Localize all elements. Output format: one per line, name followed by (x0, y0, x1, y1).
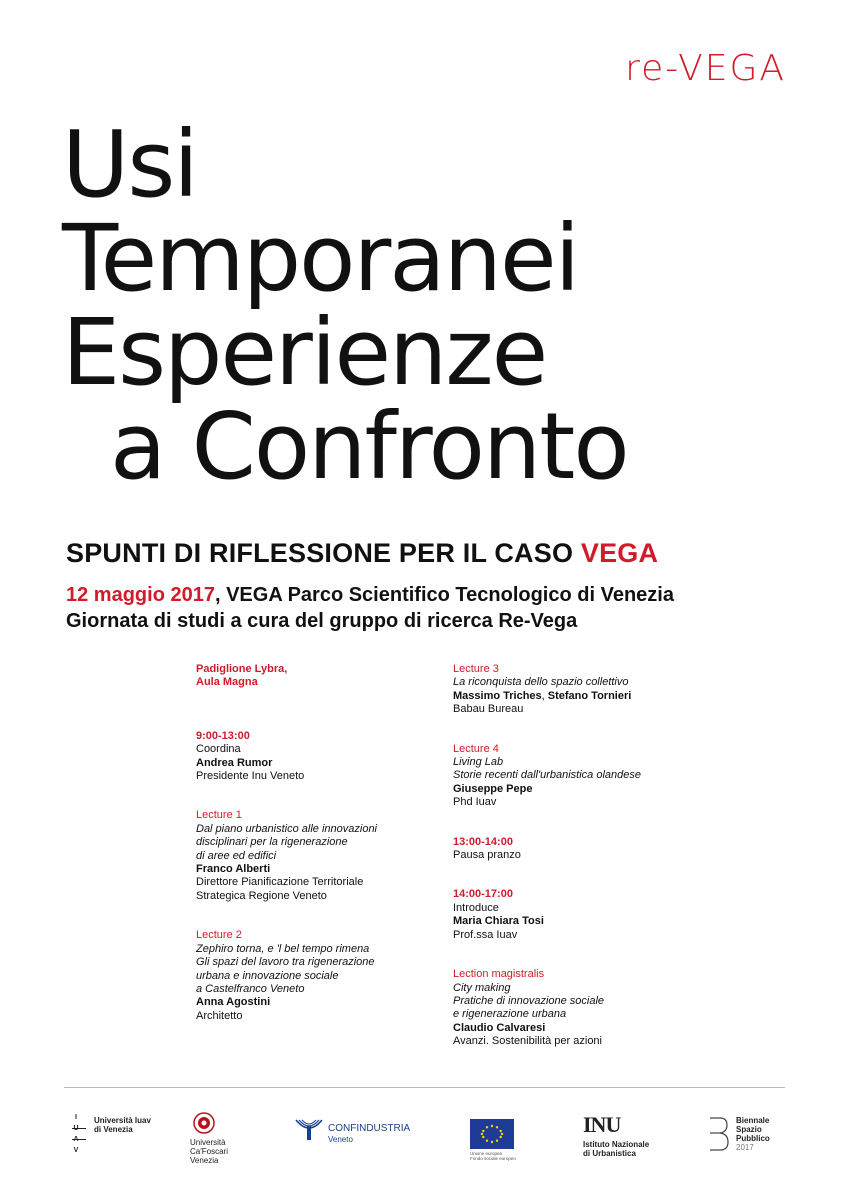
program-column-left (196, 663, 426, 1049)
title-line-4: a Confronto (110, 393, 628, 500)
eu-flag-icon (470, 1119, 514, 1149)
afternoon-name: Maria Chiara Tosi (453, 915, 544, 928)
subtitle-text: SPUNTI DI RIFLESSIONE PER IL CASO (66, 538, 581, 568)
morning-name: Andrea Rumor (196, 756, 273, 769)
lecture3-names (453, 690, 693, 703)
iuav-line-2: di Venezia (94, 1125, 133, 1134)
afternoon-role: Introduce (453, 901, 499, 914)
lecture2-title-4: a Castelfranco Veneto (196, 982, 305, 995)
lecture2-title-2: Gli spazi del lavoro tra rigenerazione (196, 956, 375, 969)
biennale-line-1: Biennale (736, 1116, 770, 1125)
re-vega-logo: re-VEGA (625, 48, 786, 89)
lecture2-label: Lecture 2 (196, 929, 242, 942)
lecture2-affiliation: Architetto (196, 1009, 243, 1022)
iuav-logo (72, 1112, 162, 1168)
inu-line-1: Istituto Nazionale (583, 1140, 650, 1149)
dateline (66, 583, 674, 607)
cafoscari-line-1: Università (190, 1138, 226, 1147)
eu-line-2: Fondo sociale europeo (470, 1156, 516, 1161)
cafoscari-line-2: Ca'Foscari (190, 1147, 228, 1156)
morning-block (196, 730, 426, 784)
lecture1-name: Franco Alberti (196, 863, 271, 876)
lecture3-block (453, 663, 693, 717)
magistralis-name: Claudio Calvaresi (453, 1021, 546, 1034)
confindustria-logo (294, 1112, 424, 1168)
lecture1-title-3: di aree ed edifici (196, 849, 277, 862)
confindustria-eagle-icon (294, 1116, 324, 1142)
lecture4-name: Giuseppe Pepe (453, 782, 533, 795)
lecture2-title-1: Zephiro torna, e 'l bel tempo rimena (196, 942, 370, 955)
iuav-mark: I V (73, 1114, 79, 1154)
lecture3-sep: , (541, 689, 548, 702)
event-date: 12 maggio 2017 (66, 584, 215, 606)
lecture1-label: Lecture 1 (196, 809, 242, 822)
inu-mark: INU (583, 1112, 621, 1137)
lecture1-aff-2: Strategica Regione Veneto (196, 889, 327, 902)
afternoon-block (453, 888, 693, 942)
magistralis-affiliation: Avanzi. Sostenibilità per azioni (453, 1035, 602, 1048)
venue-block (196, 663, 426, 690)
cafoscari-logo (190, 1112, 250, 1168)
lecture2-name: Anna Agostini (196, 996, 271, 1009)
venue-line-1: Padiglione Lybra, (196, 663, 288, 675)
lecture3-name-2: Stefano Tornieri (547, 689, 632, 702)
lecture4-block (453, 743, 693, 810)
lecture4-label: Lecture 4 (453, 742, 499, 755)
venue-line-2: Aula Magna (196, 676, 258, 689)
organizer-line: Giornata di studi a cura del gruppo di ricerca Re-Vega (66, 610, 578, 632)
magistralis-title-3: e rigenerazione urbana (453, 1008, 567, 1021)
lecture1-title-2: disciplinari per la rigenerazione (196, 836, 348, 849)
confindustria-line-1: CONFINDUSTRIA (328, 1123, 411, 1134)
lecture4-title-2: Storie recenti dall'urbanistica olandese (453, 769, 641, 782)
lecture1-title-1: Dal piano urbanistico alle innovazioni (196, 822, 378, 835)
magistralis-label: Lection magistralis (453, 968, 545, 981)
lecture2-block (196, 929, 426, 1023)
biennale-line-2: Spazio (736, 1125, 762, 1134)
morning-role: Coordina (196, 743, 241, 756)
eu-flag-logo (470, 1112, 526, 1168)
magistralis-title-2: Pratiche di innovazione sociale (453, 994, 605, 1007)
lecture3-name-1: Massimo Triches (453, 689, 542, 702)
title-line-3: Esperienze (62, 299, 547, 406)
lecture3-title: La riconquista dello spazio collettivo (453, 676, 629, 689)
biennale-line-3: Pubblico (736, 1134, 770, 1143)
lecture4-title-1: Living Lab (453, 756, 504, 769)
morning-time: 9:00-13:00 (196, 729, 250, 742)
subtitle (66, 538, 658, 569)
lunch-text: Pausa pranzo (453, 849, 521, 862)
lecture2-title-3: urbana e innovazione sociale (196, 969, 339, 982)
lecture3-label: Lecture 3 (453, 663, 499, 675)
program-column-right (453, 663, 693, 1075)
afternoon-affiliation: Prof.ssa Iuav (453, 928, 518, 941)
inu-logo (583, 1112, 663, 1168)
eu-line-1: Unione europea (470, 1151, 503, 1156)
cafoscari-line-3: Venezia (190, 1156, 219, 1165)
lecture3-affiliation: Babau Bureau (453, 703, 524, 716)
title-line-2: Temporanei (62, 205, 579, 312)
title-line-1: Usi (62, 111, 197, 218)
inu-line-2: di Urbanistica (583, 1149, 636, 1158)
lecture1-block (196, 809, 426, 903)
event-place: , VEGA Parco Scientifico Tecnologico di Venezia (214, 584, 674, 606)
iuav-line-1: Università Iuav (94, 1116, 151, 1125)
lecture1-aff-1: Direttore Pianificazione Territoriale (196, 876, 364, 889)
biennale-b-icon (708, 1116, 730, 1152)
lunch-time: 13:00-14:00 (453, 835, 513, 848)
subtitle-highlight: VEGA (580, 538, 659, 568)
page-title (62, 111, 628, 500)
biennale-line-4: 2017 (736, 1143, 754, 1152)
cafoscari-seal-icon (193, 1112, 215, 1134)
biennale-logo (708, 1112, 788, 1168)
morning-affiliation: Presidente Inu Veneto (196, 770, 305, 783)
lecture4-affiliation: Phd Iuav (453, 796, 497, 809)
afternoon-time: 14:00-17:00 (453, 888, 513, 901)
confindustria-line-2: Veneto (328, 1135, 353, 1144)
magistralis-title-1: City making (453, 981, 511, 994)
footer-divider (64, 1087, 785, 1088)
magistralis-block (453, 968, 693, 1048)
lunch-block (453, 836, 693, 863)
